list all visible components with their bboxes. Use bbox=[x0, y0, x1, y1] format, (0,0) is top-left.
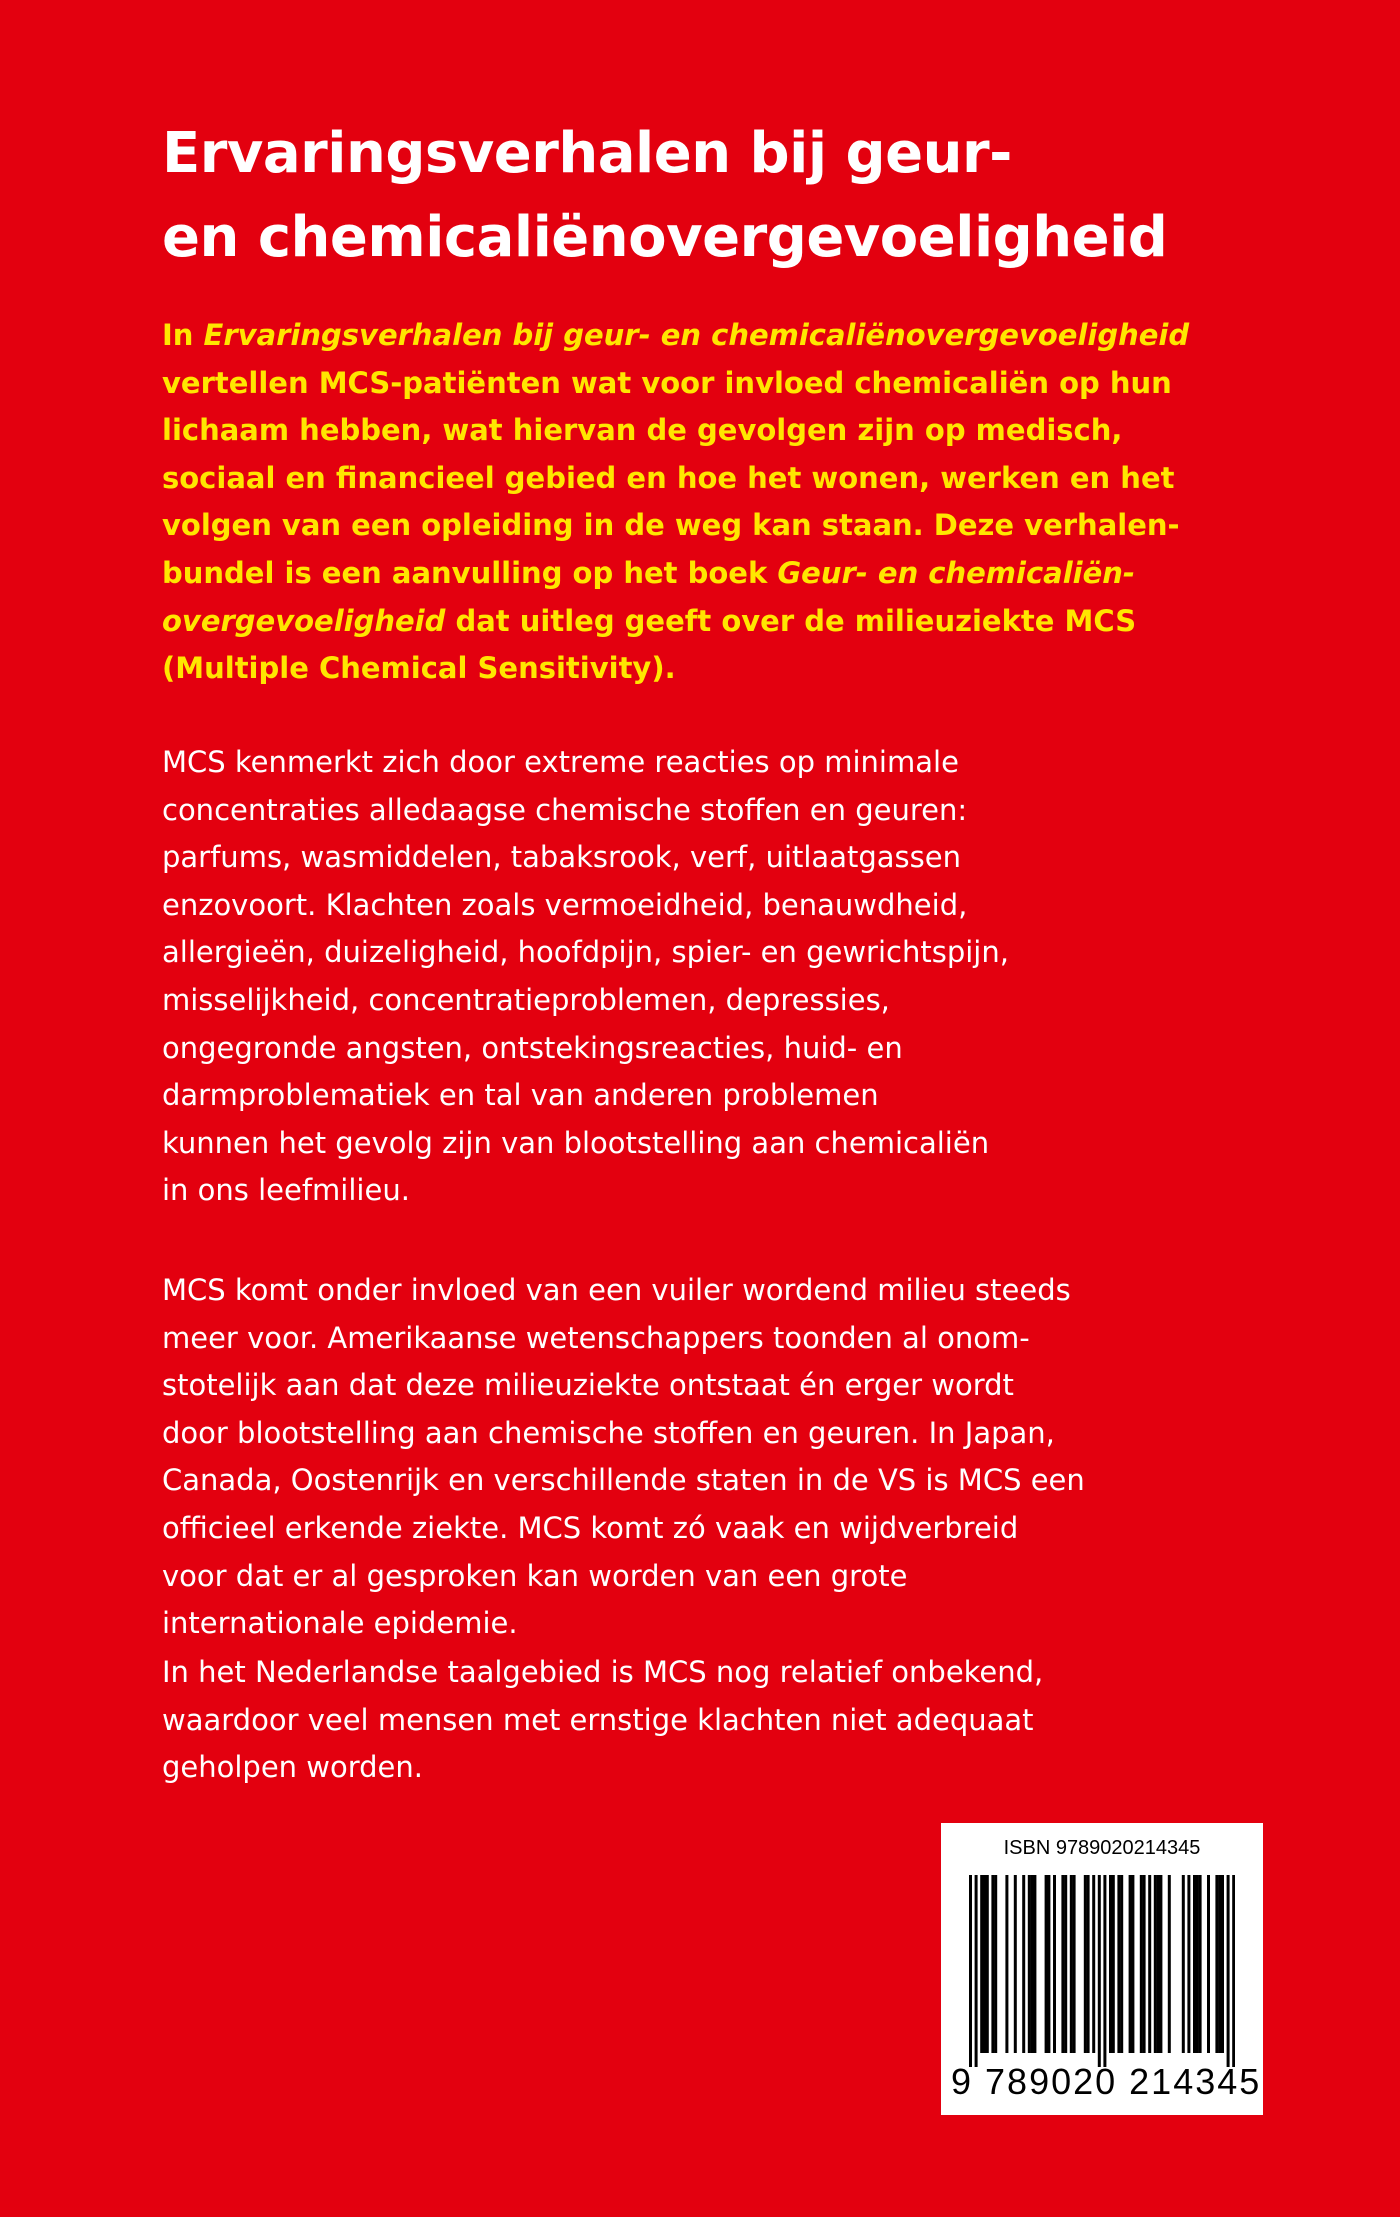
barcode-bar bbox=[1033, 1875, 1036, 2053]
text-line: parfums, wasmiddelen, tabaksrook, verf, uitlaatgassen bbox=[162, 840, 961, 875]
text-line: enzovoort. Klachten zoals vermoeidheid, benauwdheid, bbox=[162, 887, 968, 922]
text-line: geholpen worden. bbox=[162, 1750, 423, 1785]
intro-line: sociaal en financieel gebied en hoe het wonen, werken en het bbox=[162, 460, 1175, 495]
barcode-bar bbox=[1117, 1875, 1120, 2053]
text-line: in ons leefmilieu. bbox=[162, 1173, 410, 1208]
barcode-bar bbox=[1207, 1875, 1210, 2053]
barcode-bar bbox=[1087, 1875, 1090, 2053]
barcode-bar bbox=[1098, 1875, 1101, 2067]
barcode-bar bbox=[1159, 1875, 1162, 2053]
barcode-bar bbox=[1168, 1875, 1171, 2053]
intro-line: In Ervaringsverhalen bij geur- en chemicaliënovergevoeligheid bbox=[162, 318, 1190, 352]
text-line: meer voor. Amerikaanse wetenschappers toonden al onom- bbox=[162, 1320, 1030, 1355]
intro-line: (Multiple Chemical Sensitivity). bbox=[162, 651, 676, 686]
barcode-bar bbox=[1103, 1875, 1106, 2067]
barcode-bar bbox=[1143, 1875, 1146, 2053]
barcode-bar bbox=[1157, 1875, 1160, 2053]
barcode-bar bbox=[1154, 1875, 1157, 2053]
ean-digits: 9 789020 214345 bbox=[951, 2061, 1262, 2102]
body-paragraph-2 bbox=[162, 1267, 1322, 1648]
text-line: concentraties alledaagse chemische stoffen en geuren: bbox=[162, 792, 968, 827]
isbn-barcode-panel bbox=[941, 1823, 1263, 2115]
intro-line: overgevoeligheid dat uitleg geeft over de milieuziekte MCS bbox=[162, 603, 1137, 638]
intro-line: bundel is een aanvulling op het boek Geur- en chemicaliën- bbox=[162, 555, 1135, 590]
text-line: internationale epidemie. bbox=[162, 1606, 518, 1641]
barcode-bar bbox=[975, 1875, 978, 2067]
barcode-bar bbox=[1070, 1875, 1073, 2053]
barcode-bar bbox=[969, 1875, 972, 2067]
barcode-bar bbox=[1109, 1875, 1112, 2053]
barcode-bar bbox=[1221, 1875, 1224, 2053]
companion-book-reference: overgevoeligheid bbox=[162, 603, 446, 638]
barcode-bar bbox=[1014, 1875, 1017, 2053]
text-line: door blootstelling aan chemische stoffen en geuren. In Japan, bbox=[162, 1415, 1055, 1450]
text-line: allergieën, duizeligheid, hoofdpijn, spier- en gewrichtspijn, bbox=[162, 935, 1009, 970]
barcode-bar bbox=[1031, 1875, 1034, 2053]
barcode-bar bbox=[1112, 1875, 1115, 2053]
barcode-bar bbox=[1005, 1875, 1008, 2053]
intro-line: vertellen MCS-patiënten wat voor invloed chemicaliën op hun bbox=[162, 365, 1172, 400]
barcode-bar bbox=[1064, 1875, 1067, 2053]
barcode-icon bbox=[969, 1875, 1235, 2067]
barcode-bar bbox=[1061, 1875, 1064, 2053]
text-line: Canada, Oostenrijk en verschillende staten in de VS is MCS een bbox=[162, 1463, 1085, 1498]
barcode-bar bbox=[1218, 1875, 1221, 2053]
text-line: officieel erkende ziekte. MCS komt zó vaak en wijdverbreid bbox=[162, 1510, 1019, 1545]
barcode-bar bbox=[1092, 1875, 1095, 2053]
text-line: stotelijk aan dat deze milieuziekte ontstaat én erger wordt bbox=[162, 1368, 1014, 1403]
barcode-bar bbox=[1131, 1875, 1134, 2053]
barcode-bar bbox=[1084, 1875, 1087, 2053]
barcode-bar bbox=[1053, 1875, 1056, 2053]
text-line: misselijkheid, concentratieproblemen, depressies, bbox=[162, 982, 890, 1017]
text-line: darmproblematiek en tal van anderen problemen bbox=[162, 1078, 879, 1113]
text-line: voor dat er al gesproken kan worden van een grote bbox=[162, 1558, 908, 1593]
barcode-bar bbox=[1232, 1875, 1235, 2067]
title-line-2: en chemicaliënovergevoeligheid bbox=[162, 205, 1168, 270]
barcode-bar bbox=[1073, 1875, 1076, 2053]
barcode-bar bbox=[991, 1875, 994, 2053]
text-line: MCS komt onder invloed van een vuiler wordend milieu steeds bbox=[162, 1273, 1071, 1307]
body-paragraph-1 bbox=[162, 739, 1322, 1215]
barcode-bar bbox=[986, 1875, 989, 2053]
body-paragraph-3 bbox=[162, 1649, 1322, 1792]
book-title bbox=[162, 112, 1322, 280]
intro-line: volgen van een opleiding in de weg kan staan. Deze verhalen- bbox=[162, 508, 1180, 543]
barcode-bar bbox=[1129, 1875, 1132, 2053]
barcode-bar bbox=[1196, 1875, 1199, 2053]
barcode-bar bbox=[1047, 1875, 1050, 2053]
barcode-bar bbox=[1227, 1875, 1230, 2067]
isbn-label: ISBN 9789020214345 bbox=[1003, 1837, 1201, 1859]
companion-book-reference: Geur- en chemicaliën- bbox=[777, 555, 1135, 590]
barcode-bar bbox=[1193, 1875, 1196, 2053]
barcode-bar bbox=[1199, 1875, 1202, 2053]
barcode-bar bbox=[983, 1875, 986, 2053]
book-title-reference: Ervaringsverhalen bij geur- en chemicaliënovergevoeligheid bbox=[203, 318, 1190, 352]
barcode-bar bbox=[1045, 1875, 1048, 2053]
barcode-bar bbox=[1028, 1875, 1031, 2053]
barcode-bar bbox=[980, 1875, 983, 2053]
barcode-bar bbox=[1120, 1875, 1123, 2053]
text-line: In het Nederlandse taalgebied is MCS nog relatief onbekend, bbox=[162, 1655, 1044, 1689]
barcode-bar bbox=[994, 1875, 997, 2053]
intro-paragraph bbox=[162, 312, 1322, 693]
title-line-1: Ervaringsverhalen bij geur- bbox=[162, 121, 1012, 186]
barcode-bar bbox=[1182, 1875, 1185, 2053]
text-line: ongegronde angsten, ontstekingsreacties, huid- en bbox=[162, 1030, 903, 1065]
barcode-bar bbox=[1187, 1875, 1190, 2053]
barcode-bar bbox=[1148, 1875, 1151, 2053]
barcode-bar bbox=[1022, 1875, 1025, 2053]
barcode-bar bbox=[1140, 1875, 1143, 2053]
text-line: kunnen het gevolg zijn van blootstelling aan chemicaliën bbox=[162, 1125, 990, 1160]
intro-line: lichaam hebben, wat hiervan de gevolgen zijn op medisch, bbox=[162, 413, 1123, 448]
barcode-bar bbox=[1215, 1875, 1218, 2053]
text-line: MCS kenmerkt zich door extreme reacties op minimale bbox=[162, 745, 959, 779]
text-line: waardoor veel mensen met ernstige klachten niet adequaat bbox=[162, 1702, 1034, 1737]
